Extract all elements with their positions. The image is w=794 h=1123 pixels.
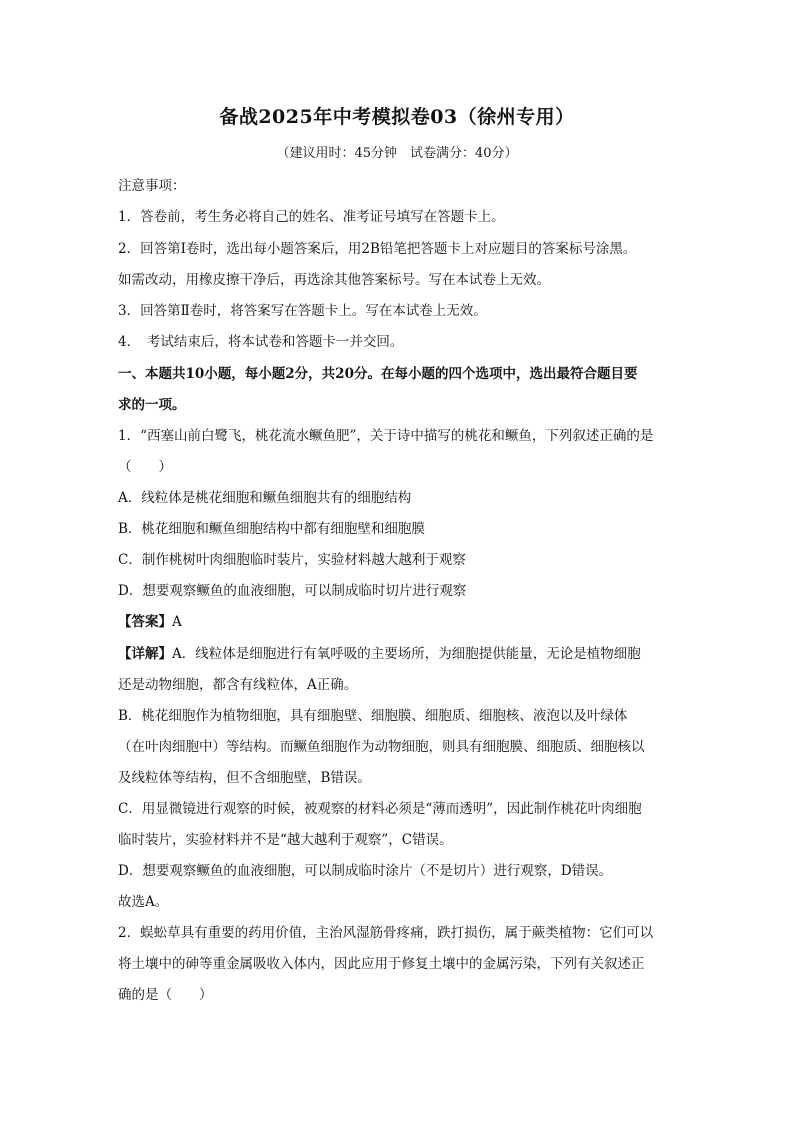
page-title: 备战2025年中考模拟卷03（徐州专用）	[219, 106, 575, 128]
explanation-conclusion: 故选A。	[118, 894, 169, 910]
explanation-text: B．桃花细胞作为植物细胞，具有细胞壁、细胞膜、细胞质、细胞核、液泡以及叶绿体	[118, 708, 628, 724]
explanation-text: D．想要观察鳜鱼的血液细胞，可以制成临时涂片（不是切片）进行观察，D错误。	[118, 863, 613, 879]
explanation-text: 及线粒体等结构，但不含细胞壁，B错误。	[118, 770, 371, 786]
explanation-text: 临时装片，实验材料并不是“越大越利于观察”，C错误。	[118, 832, 453, 848]
notice-item: 4． 考试结束后，将本试卷和答题卡一并交回。	[118, 334, 404, 350]
page-subtitle: （建议用时：45分钟 试卷满分：40分）	[276, 146, 518, 161]
question-stem: 将土壤中的砷等重金属吸收入体内，因此应用于修复土壤中的金属污染，下列有关叙述正	[118, 956, 645, 972]
explanation-text: A．线粒体是细胞进行有氧呼吸的主要场所，为细胞提供能量，无论是植物细胞	[172, 646, 641, 662]
answer-label: 【答案】	[118, 614, 172, 630]
explanation-text: C．用显微镜进行观察的时候，被观察的材料必须是“薄而透明”，因此制作桃花叶肉细胞	[118, 801, 642, 817]
explanation-label: 【详解】	[118, 646, 172, 662]
answer-value: A	[172, 614, 182, 630]
option-d: D．想要观察鳜鱼的血液细胞，可以制成临时切片进行观察	[118, 583, 467, 599]
explanation-line	[118, 644, 641, 664]
question-stem: 2．蜈蚣草具有重要的药用价值，主治风湿筋骨疼痛，跌打损伤，属于蕨类植物：它们可以	[118, 925, 654, 941]
option-b: B．桃花细胞和鳜鱼细胞结构中都有细胞壁和细胞膜	[118, 521, 425, 537]
question-stem: 确的是（ ）	[118, 987, 213, 1003]
explanation-text: （在叶肉细胞中）等结构。而鳜鱼细胞作为动物细胞，则具有细胞膜、细胞质、细胞核以	[118, 739, 645, 755]
option-a: A．线粒体是桃花细胞和鳜鱼细胞共有的细胞结构	[118, 490, 412, 506]
notice-item: 1．答卷前，考生务必将自己的姓名、准考证号填写在答题卡上。	[118, 209, 505, 225]
notice-item: 如需改动，用橡皮擦干净后，再选涂其他答案标号。写在本试卷上无效。	[118, 272, 550, 288]
notice-item: 3．回答第Ⅱ卷时，将答案写在答题卡上。写在本试卷上无效。	[118, 303, 487, 319]
notice-heading: 注意事项：	[118, 178, 186, 194]
option-c: C．制作桃树叶肉细胞临时装片，实验材料越大越利于观察	[118, 552, 466, 568]
question-stem: 1．“西塞山前白鹭飞，桃花流水鳜鱼肥”，关于诗中描写的桃花和鳜鱼，下列叙述正确的是	[118, 428, 654, 444]
notice-item: 2．回答第Ⅰ卷时，选出每小题答案后，用2B铅笔把答题卡上对应题目的答案标号涂黑。	[118, 241, 637, 257]
explanation-text: 还是动物细胞，都含有线粒体，A正确。	[118, 677, 358, 693]
answer-line	[118, 612, 182, 632]
section-heading: 求的一项。	[118, 397, 186, 413]
section-heading: 一、本题共10小题，每小题2分，共20分。在每小题的四个选项中，选出最符合题目要	[118, 366, 638, 382]
question-stem: （ ）	[118, 459, 172, 475]
